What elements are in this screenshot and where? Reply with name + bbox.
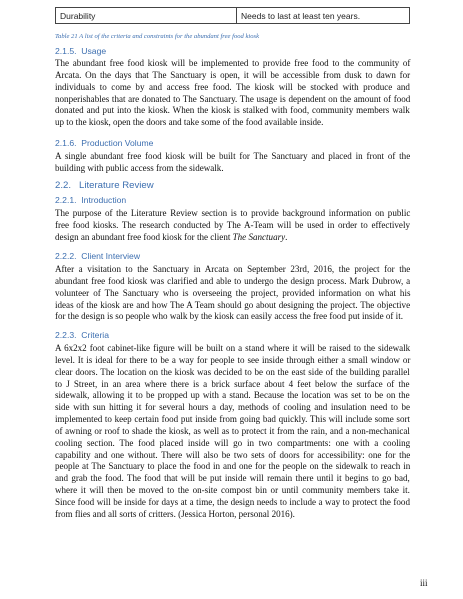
text-line: volunteer of The Sanctuary who is overseeing the project, provided information on what his (55, 287, 411, 298)
text-line: cooling section. The food placed inside will go in two compartments: one with a cooling (55, 437, 411, 448)
section-heading-usage (55, 46, 106, 56)
text-line: sidewalk, allowing it to be propped up with a stand. Because the location was set to be on the (55, 390, 410, 401)
text-line: A 6x2x2 foot cabinet-like figure will be built on a stand where it will be raised to the sidewalk (55, 343, 411, 353)
text-run: . (285, 231, 288, 242)
text-line: ideas of the kiosk are and how The A Team should go about designing the project. The objective (55, 299, 411, 310)
section-number: 2.2.2. (55, 251, 77, 261)
section-heading-literature-review (55, 180, 154, 191)
paragraph-client-interview (55, 264, 410, 323)
table-cell-criterion: Durability (56, 8, 237, 24)
text-line: nonperishables that are donated to The Sanctuary. The usage is dependent on the amount of food (55, 93, 411, 104)
text-line: level. It is ideal for there to be a way for people to see inside through either a small window or (55, 354, 411, 365)
section-title: Introduction (81, 195, 127, 205)
text-line: where it will then be moved to the on-site compost bin or until community members take it. (55, 485, 410, 496)
section-number: 2.2.3. (55, 330, 77, 340)
paragraph-production-volume (55, 151, 410, 175)
text-line: A single abundant free food kiosk will be built for The Sanctuary and placed in front of the (55, 151, 411, 161)
text-line: donated and put into the kiosk. When the kiosk is stalked with food, community members walk (55, 105, 410, 116)
paragraph-criteria (55, 343, 410, 521)
text-line: up to the kiosk, open the doors and take some of the food available inside. (55, 117, 324, 128)
section-heading-client-interview (55, 251, 140, 261)
text-line: capability and one without. There will also be two sets of doors for accessibility: one for the (55, 449, 411, 460)
text-line: and grab the food. The food that will be put inside will remain there until it begins to go bad, (55, 473, 410, 484)
page-number: iii (420, 578, 428, 588)
text-line: for the design is so people who walk by the kiosk can easily access the free food put inside of it. (55, 311, 403, 322)
section-title: Production Volume (81, 138, 154, 148)
text-line: abundant free food kiosk was clarified and able to undergo the design process. Mark Dubrow, a (55, 275, 411, 286)
section-heading-criteria (55, 330, 109, 340)
section-title: Literature Review (79, 180, 154, 191)
text-line: clear doors. The location on the kiosk was decided to be on the east side of the building parallel (55, 366, 410, 377)
text-line: Since food will be inside for days at a time, the design needs to include a way to protect the food (55, 496, 410, 507)
section-number: 2.1.6. (55, 138, 77, 148)
text-line: of awning or roof to shade the kiosk, as well as to protect it from the rain, and a non-mechanical (55, 425, 410, 436)
text-line (55, 232, 410, 244)
text-line: people at The Sanctuary to place the food in and one for the people on the sidewalk to reach in (55, 461, 411, 472)
section-number: 2.2.1. (55, 195, 77, 205)
table-cell-constraint: Needs to last at least ten years. (237, 8, 410, 24)
text-line: The abundant free food kiosk will be implemented to provide free food to the community of (55, 58, 411, 68)
section-number: 2.2. (55, 180, 72, 191)
section-title: Usage (81, 46, 107, 56)
paragraph-usage (55, 58, 410, 129)
text-line: building with public access from the sidewalk. (55, 162, 224, 173)
text-run: design an abundant free food kiosk for the client (55, 231, 233, 242)
paragraph-introduction (55, 208, 410, 244)
section-heading-introduction (55, 195, 126, 205)
text-line: implemented to keep certain food put inside from going bad quickly. This will include some sort (55, 414, 410, 425)
text-line: individuals to come by and access free food. The kiosk will be stocked with produce and (55, 81, 410, 92)
text-line: side with sun hitting it for several hours a day, methods of cooling and insulation need to be (55, 402, 411, 413)
section-title: Client Interview (81, 251, 141, 261)
text-line: The purpose of the Literature Review section is to provide background information on public (55, 208, 411, 218)
text-line: free food kiosks. The research conducted by The A-Team will be used in order to effectively (55, 219, 410, 230)
criteria-table (55, 7, 410, 24)
text-line: After a visitation to the Sanctuary in Arcata on September 23rd, 2016, the project for the (55, 264, 411, 274)
section-heading-production-volume (55, 138, 153, 148)
section-title: Criteria (81, 330, 109, 340)
table-row (56, 8, 410, 24)
text-line: Arcata. On the days that The Sanctuary is open, it will be accessible from dusk to dawn for (55, 69, 411, 80)
table-caption: Table 21 A list of the criteria and constraints for the abundant free food kiosk (55, 33, 260, 40)
text-line: to J Street, in an area where there is a brick surface about 4 feet below the surface of the (55, 378, 410, 389)
text-line: from flies and all sorts of critters. (Jessica Horton, personal 2016). (55, 508, 295, 519)
section-number: 2.1.5. (55, 46, 77, 56)
client-name: The Sanctuary (232, 231, 286, 242)
